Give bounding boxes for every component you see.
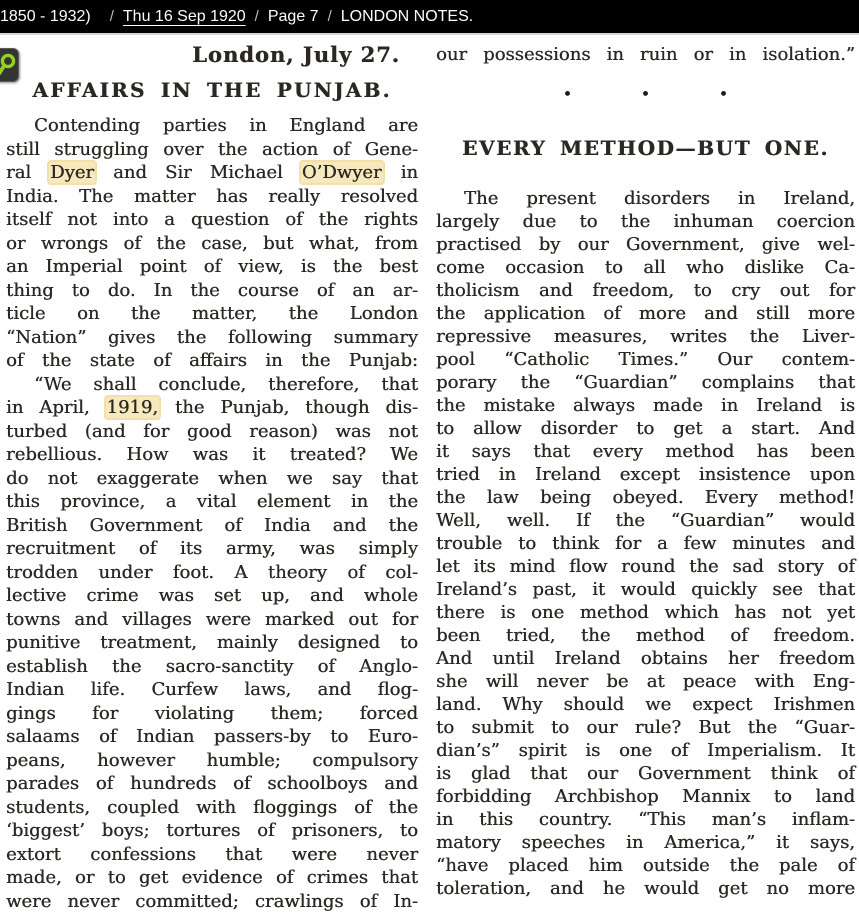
- text-line: porary the “Guardian” complains that: [436, 371, 855, 394]
- article-heading-punjab: AFFAIRS IN THE PUNJAB.: [6, 79, 418, 102]
- search-highlight: O’Dwyer: [301, 162, 383, 183]
- breadcrumb-article-title: LONDON NOTES.: [341, 8, 473, 26]
- text-line: Contending parties in England are: [6, 114, 418, 138]
- text-line: let its mind flow round the sad story of: [436, 555, 855, 578]
- article-dateline: London, July 27.: [6, 43, 418, 67]
- text-line: Ireland’s past, it would quickly see that: [436, 578, 855, 601]
- breadcrumb-page-label: Page 7: [268, 8, 319, 26]
- section-break-dots: • • •: [436, 86, 855, 104]
- text-line: she will never be at peace with Eng-: [436, 670, 855, 693]
- text-line: rebellious. How was it treated? We: [6, 443, 418, 467]
- text-line: of the state of affairs in the Punjab:: [6, 349, 418, 373]
- text-line: itself not into a question of the rights: [6, 208, 418, 232]
- text-line: forbidding Archbishop Mannix to land: [436, 785, 855, 808]
- text-line: in this country. “This man’s inflam-: [436, 808, 855, 831]
- text-line: tholicism and freedom, to cry out for: [436, 279, 855, 302]
- text-line: recruitment of its army, was simply: [6, 537, 418, 561]
- text-line: dian’s” spirit is one of Imperialism. It: [436, 739, 855, 762]
- text-line: peans, however humble; compulsory: [6, 749, 418, 773]
- text-line: the mistake always made in Ireland is: [436, 394, 855, 417]
- breadcrumb-separator: /: [110, 8, 114, 25]
- text-line: parades of hundreds of schoolboys and: [6, 772, 418, 796]
- text-line: British Government of India and the: [6, 514, 418, 538]
- text-line: repressive measures, writes the Liver-: [436, 325, 855, 348]
- paragraph: [6, 114, 418, 373]
- breadcrumb-separator: /: [255, 8, 259, 25]
- text-line: or wrongs of the case, but what, from: [6, 232, 418, 256]
- text-line: “Nation” gives the following summary: [6, 326, 418, 350]
- text-line: there is one method which has not yet: [436, 601, 855, 624]
- text-line: ral Dyer and Sir Michael O’Dwyer in: [6, 161, 418, 185]
- text-line: an Imperial point of view, is the best: [6, 255, 418, 279]
- text-line: Well, well. If the “Guardian” would: [436, 509, 855, 532]
- text-line: towns and villages were marked out for: [6, 608, 418, 632]
- text-line: lective crime was set up, and whole: [6, 584, 418, 608]
- text-line: in April, 1919, the Punjab, though dis-: [6, 396, 418, 420]
- breadcrumb-archive-range: 1850 - 1932): [0, 8, 91, 26]
- newspaper-scan: [0, 33, 859, 898]
- text-line: punitive treatment, mainly designed to: [6, 631, 418, 655]
- article-column-right: [436, 43, 855, 900]
- text-line: to allow disorder to get a start. And: [436, 417, 855, 440]
- text-line: were never committed; crawlings of In-: [6, 890, 418, 913]
- paragraph: [436, 187, 855, 900]
- article-column-left: [6, 43, 418, 913]
- text-line: thing to do. In the course of an ar-: [6, 279, 418, 303]
- text-line: “have placed him outside the pale of: [436, 854, 855, 877]
- text-line: salaams of Indian passers-by to Euro-: [6, 725, 418, 749]
- text-line: toleration, and he would get no more: [436, 877, 855, 900]
- text-line: the law being obeyed. Every method!: [436, 486, 855, 509]
- search-highlight: 1919,: [106, 397, 160, 418]
- text-line: this province, a vital element in the: [6, 490, 418, 514]
- article-body-right: [436, 187, 855, 900]
- text-line: tried in Ireland except insistence upon: [436, 463, 855, 486]
- text-line: “We shall conclude, therefore, that: [6, 373, 418, 397]
- text-line: it says that every method has been: [436, 440, 855, 463]
- text-line: trouble to think for a few minutes and: [436, 532, 855, 555]
- text-line: still struggling over the action of Gene-: [6, 138, 418, 162]
- text-line: Indian life. Curfew laws, and flog-: [6, 678, 418, 702]
- paragraph: [6, 373, 418, 913]
- text-line: students, coupled with floggings of the: [6, 796, 418, 820]
- text-line: trodden under foot. A theory of col-: [6, 561, 418, 585]
- text-line: India. The matter has really resolved: [6, 185, 418, 209]
- text-line: matory speeches in America,” it says,: [436, 831, 855, 854]
- text-line: come occasion to all who dislike Ca-: [436, 256, 855, 279]
- text-line: is glad that our Government think of: [436, 762, 855, 785]
- article-heading-every-method: EVERY METHOD—BUT ONE.: [436, 137, 855, 160]
- text-line: land. Why should we expect Irishmen: [436, 693, 855, 716]
- breadcrumb: [0, 0, 859, 33]
- breadcrumb-date-link[interactable]: Thu 16 Sep 1920: [123, 8, 246, 26]
- text-line: to submit to our rule? But the “Guar-: [436, 716, 855, 739]
- text-line: turbed (and for good reason) was not: [6, 420, 418, 444]
- text-line: practised by our Government, give wel-: [436, 233, 855, 256]
- text-line: been tried, the method of freedom.: [436, 624, 855, 647]
- text-line: largely due to the inhuman coercion: [436, 210, 855, 233]
- text-line: ‘biggest’ boys; tortures of prisoners, to: [6, 819, 418, 843]
- text-line: pool “Catholic Times.” Our contem-: [436, 348, 855, 371]
- text-line: ticle on the matter, the London: [6, 302, 418, 326]
- text-line: made, or to get evidence of crimes that: [6, 866, 418, 890]
- text-line: gings for violating them; forced: [6, 702, 418, 726]
- search-highlight: Dyer: [49, 162, 95, 183]
- text-line: The present disorders in Ireland,: [436, 187, 855, 210]
- text-line: do not exaggerate when we say that: [6, 467, 418, 491]
- article-body-left: [6, 114, 418, 913]
- carryover-line: our possessions in ruin or in isolation.”: [436, 43, 855, 66]
- text-line: establish the sacro-sanctity of Anglo-: [6, 655, 418, 679]
- text-line: extort confessions that were never: [6, 843, 418, 867]
- text-line: the application of more and still more: [436, 302, 855, 325]
- breadcrumb-separator: /: [328, 8, 332, 25]
- text-line: And until Ireland obtains her freedom: [436, 647, 855, 670]
